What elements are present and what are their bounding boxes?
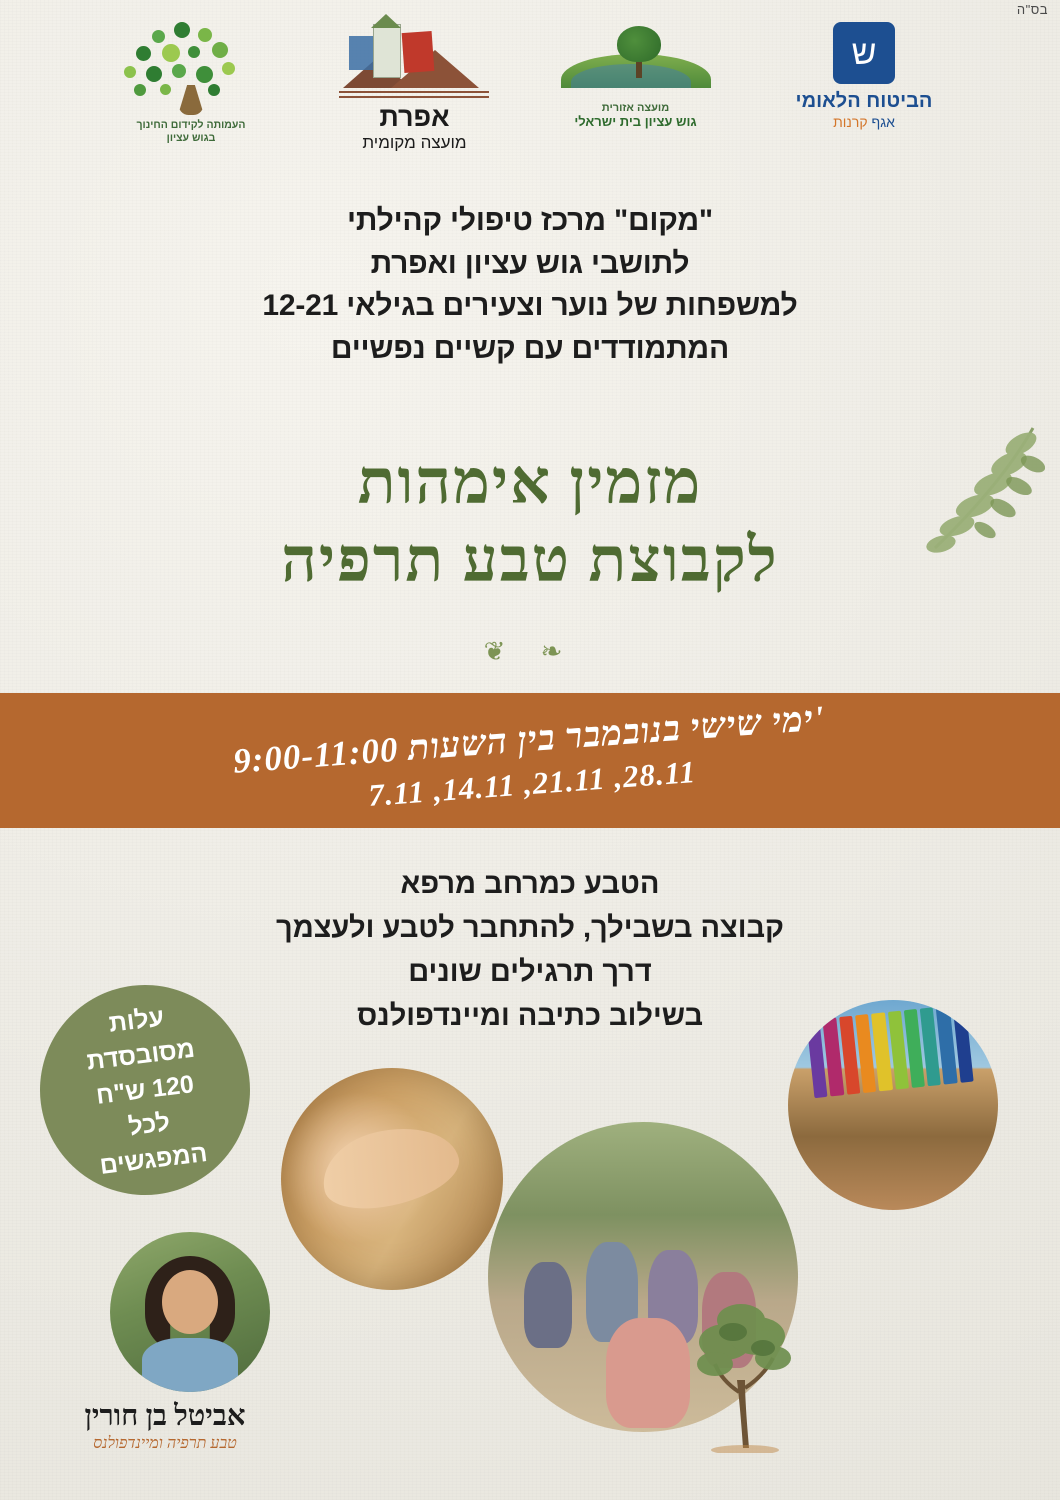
facilitator-name: אביטל בן חורין [84,1400,246,1432]
olive-tree-icon [685,1288,805,1453]
intro-block [0,200,1060,370]
logo-gush-etzion [548,22,723,129]
efrat-emblem-icon [335,22,495,104]
intro-line-2: לתושבי גוש עציון ואפרת [370,246,690,280]
palette-swatches [806,1004,973,1098]
price-line-2: מסובסדת [85,1034,197,1076]
intro-line-3: למשפחות של נוער וצעירים בגילאי 12-21 [262,289,798,323]
intro-line-1: "מקום" מרכז טיפולי קהילתי [347,204,713,237]
body-line-4: בשילוב כתיבה ומיינדפולנס [356,1000,704,1033]
intro-line-4: המתמודדים עם קשיים נפשיים [330,331,730,365]
logo-row [0,22,1060,157]
efrat-title: אפרת [379,102,450,132]
gush-etzion-emblem-icon [561,22,711,102]
price-line-3: 120 ש"ח [94,1069,196,1110]
body-line-3: דרך תרגילים שונים [408,956,652,989]
dates-line-1: 'ימי שישי בנובמבר בין השעות 9:00-11:00 [231,698,826,781]
gush-caption-1: מועצה אזורית [601,102,670,114]
bituach-leumi-subtitle-black: אגף [867,114,895,130]
bituach-leumi-badge-icon: ש [833,22,895,84]
price-line-5: המפגשים [98,1138,209,1180]
body-line-2: קבוצה בשבילך, להתחבר לטבע ולעצמך [275,912,784,945]
olive-branch-icon [905,420,1045,580]
divider-flourish-icon: ❧ ❦ [483,636,577,666]
headline-block [0,445,1060,600]
gush-caption-2: גוש עציון בית ישראלי [574,114,697,129]
dot-tree-icon [116,22,266,117]
bituach-leumi-title: הביטוח הלאומי [795,90,933,112]
body-line-1: הטבע כמרחב מרפא [400,868,660,900]
facilitator-block [40,1400,290,1453]
logo-caption: העמותה לקידום החינוך בגוש עציון [136,119,246,145]
headline-line-2: לקבוצת טבע תרפיה [281,526,779,595]
logo-efrat [327,22,502,153]
facilitator-portrait-photo [110,1232,270,1392]
watercolor-palette-photo [788,1000,998,1210]
headline-line-1: מזמין אימהות [357,449,703,517]
bituach-leumi-subtitle-orange: קרנות [833,114,868,130]
bituach-leumi-subtitle [769,114,959,130]
price-line-1: עלות [107,1002,166,1038]
price-line-4: לכל [126,1107,172,1141]
efrat-subtitle: מועצה מקומית [362,133,467,152]
logo-bituach-leumi [769,22,959,130]
dates-line-2: 7.11 ,14.11 ,21.11 ,28.11 [366,754,697,814]
facilitator-role: טבע תרפיה ומיינדפולנס [93,1435,237,1452]
bsd-mark: בס"ה [1016,2,1048,17]
hand-in-wheat-photo [281,1068,503,1290]
logo-amuta-kidum-hahinuch [101,22,281,145]
dates-band [0,693,1060,828]
